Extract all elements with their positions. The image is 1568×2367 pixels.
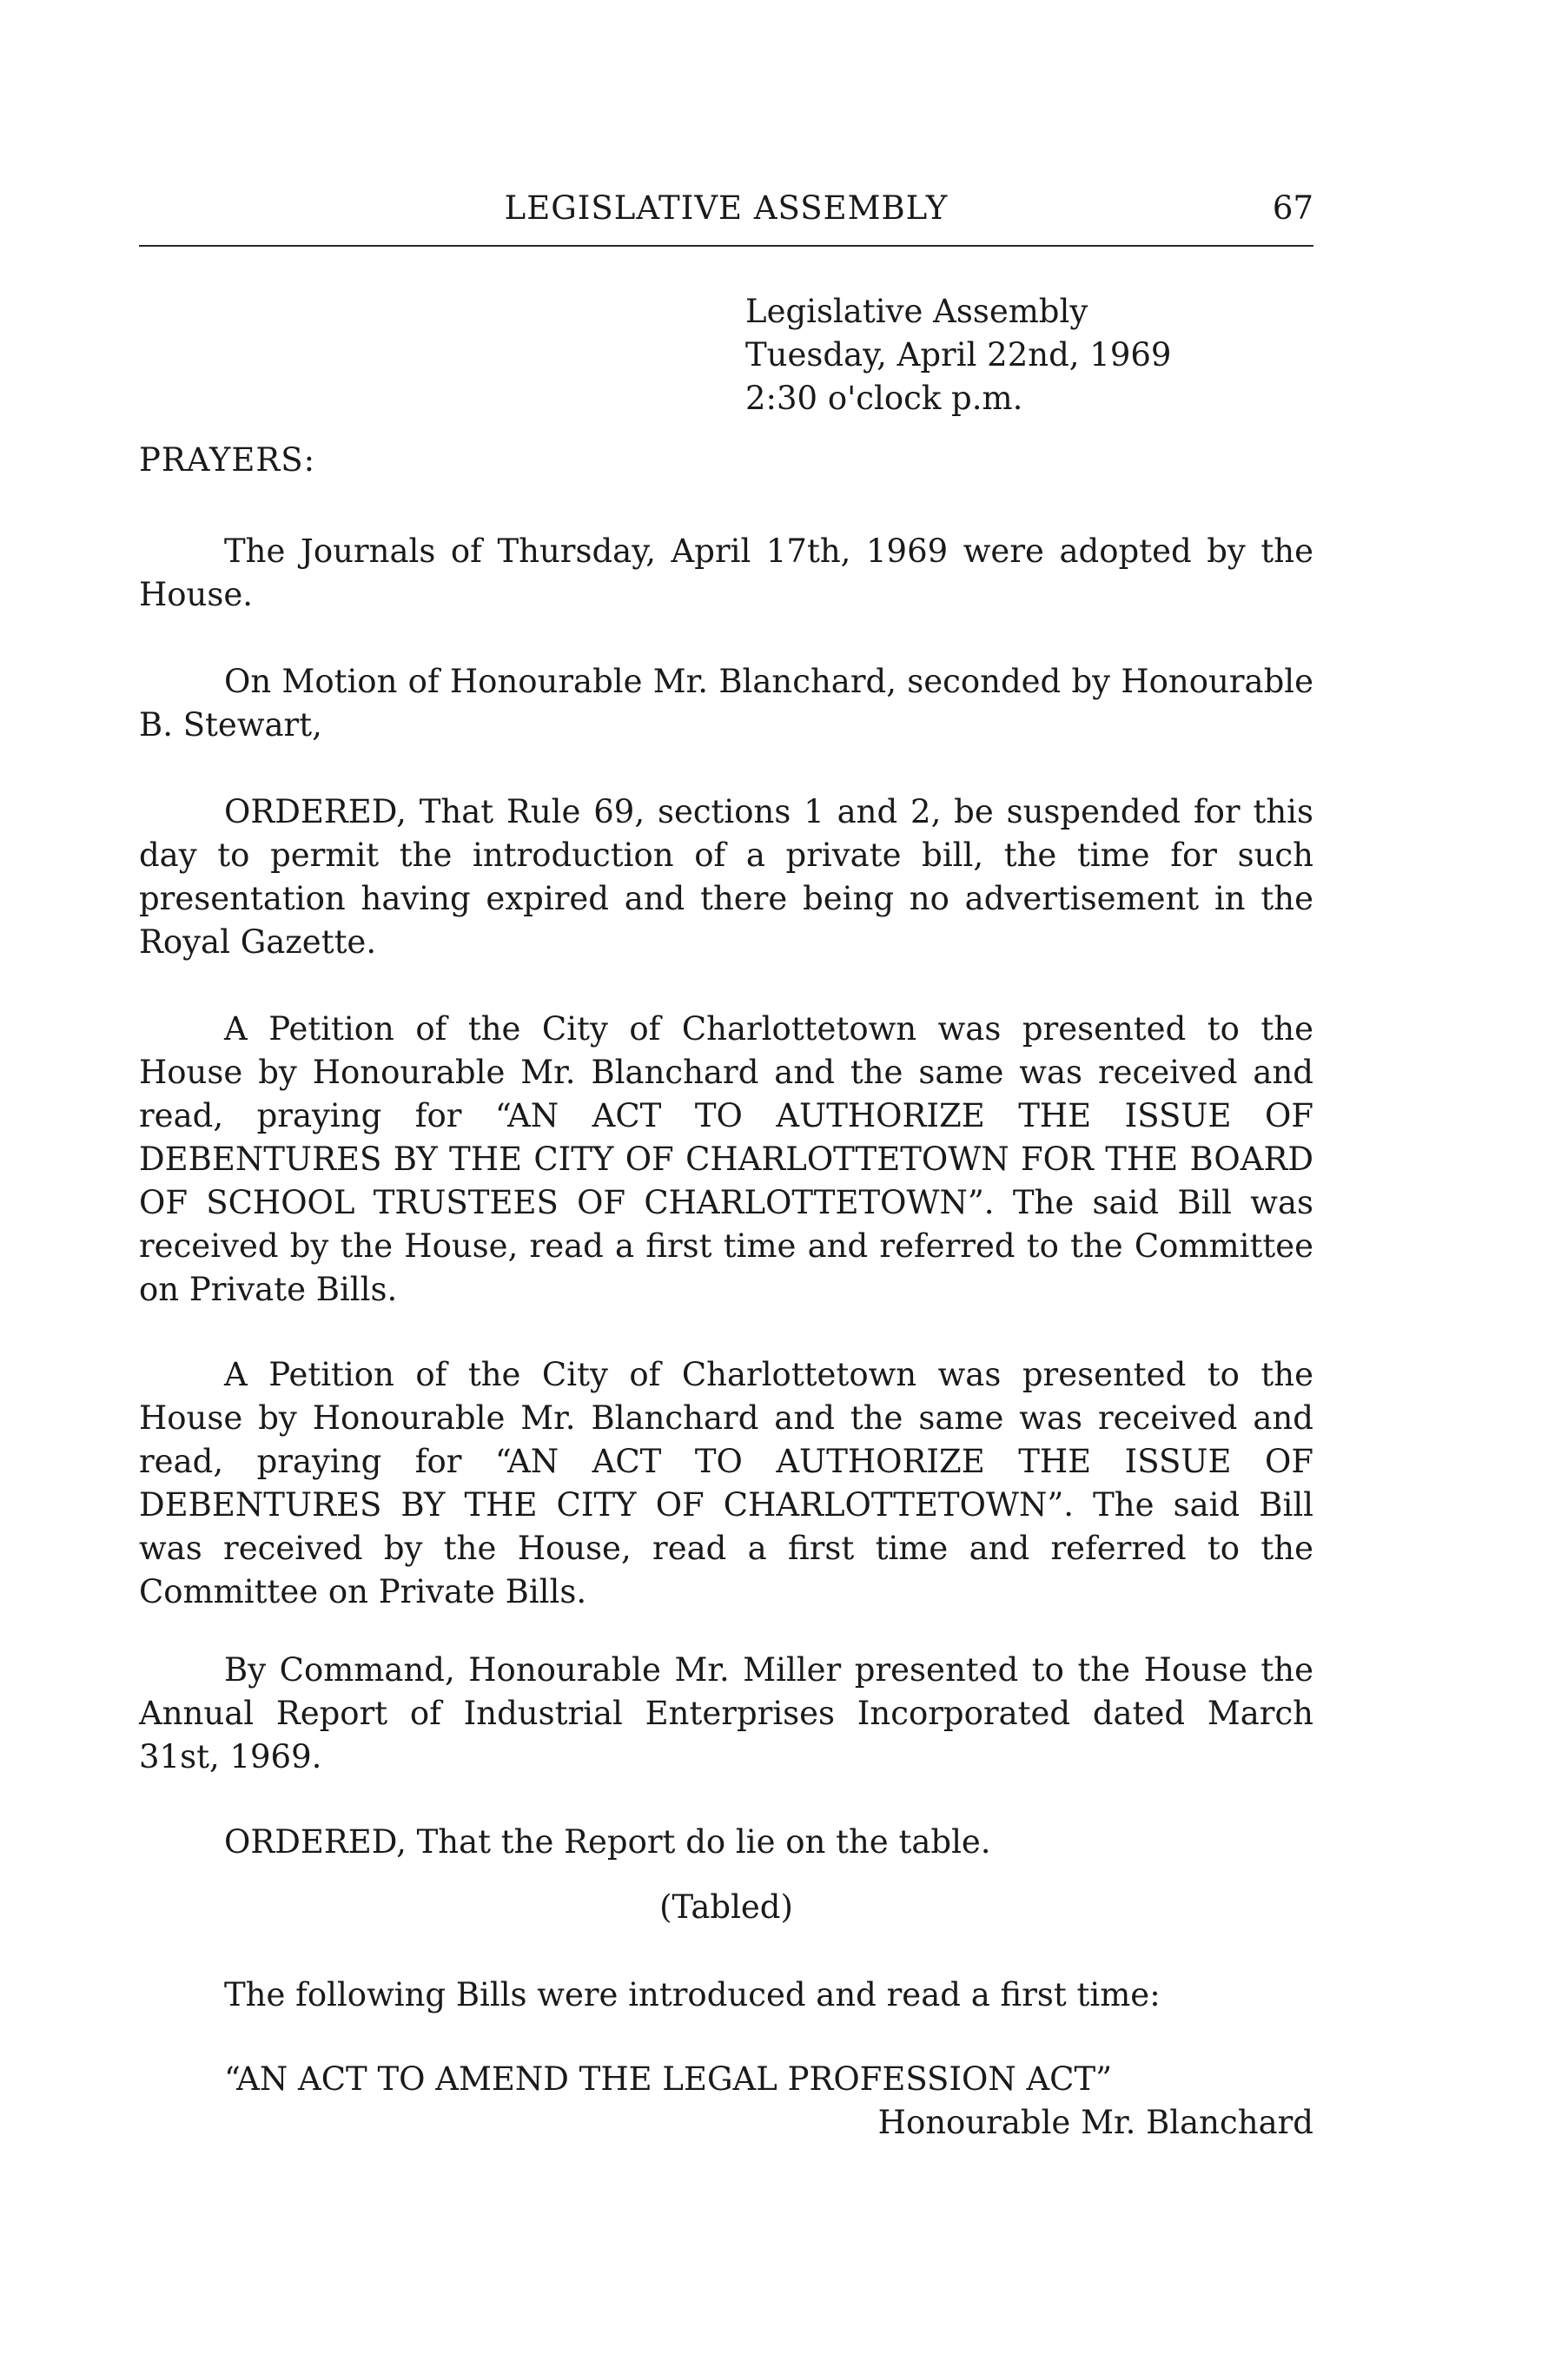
bill-sponsor: Honourable Mr. Blanchard (877, 2104, 1313, 2141)
bills-intro-paragraph: The following Bills were introduced and read a first time: (224, 1976, 1161, 2013)
page-number: 67 (1272, 189, 1313, 227)
motion-paragraph: On Motion of Honourable Mr. Blanchard, seconded by Honourable B. Stewart, (139, 663, 1313, 744)
bill-title: “AN ACT TO AMEND THE LEGAL PROFESSION ACT” (224, 2060, 1113, 2098)
header-rule (139, 245, 1313, 247)
dateline-assembly: Legislative Assembly (745, 293, 1088, 330)
by-command-paragraph: By Command, Honourable Mr. Miller presented to the House the Annual Report of Industrial Enterprises Incorporated dated March 31st, 1969. (139, 1651, 1313, 1775)
petition-city-paragraph: A Petition of the City of Charlottetown was presented to the House by Honourable Mr. Blanchard and the same was received and read, praying for “AN ACT TO AUTHORIZE THE ISSUE OF DEBENTURES BY THE CITY OF CHARLOTTETOWN”. The said Bill was received by the House, read a first time and referred to the Committee on Private Bills. (139, 1356, 1313, 1610)
dateline (745, 290, 1171, 420)
prayers-heading: PRAYERS: (139, 441, 316, 479)
running-title: LEGISLATIVE ASSEMBLY (504, 189, 949, 227)
petition-school-trustees-paragraph: A Petition of the City of Charlottetown was presented to the House by Honourable Mr. Blanchard and the same was received and read, praying for “AN ACT TO AUTHORIZE THE ISSUE OF DEBENTURES BY THE CITY OF CHARLOTTETOWN FOR THE BOARD OF SCHOOL TRUSTEES OF CHARLOTTETOWN”. The said Bill was received by the House, read a first time and referred to the Committee on Private Bills. (139, 1010, 1313, 1308)
dateline-time: 2:30 o'clock p.m. (745, 380, 1023, 417)
dateline-date: Tuesday, April 22nd, 1969 (745, 336, 1172, 374)
ordered-report-paragraph: ORDERED, That the Report do lie on the table. (224, 1823, 991, 1861)
ordered-rule-paragraph: ORDERED, That Rule 69, sections 1 and 2, be suspended for this day to permit the introduction of a private bill, the time for such presentation having expired and there being no advertisement in the Royal Gazette. (139, 793, 1313, 961)
tabled-note: (Tabled) (659, 1888, 793, 1926)
journals-paragraph: The Journals of Thursday, April 17th, 1969 were adopted by the House. (139, 532, 1313, 613)
running-head (139, 189, 1313, 238)
